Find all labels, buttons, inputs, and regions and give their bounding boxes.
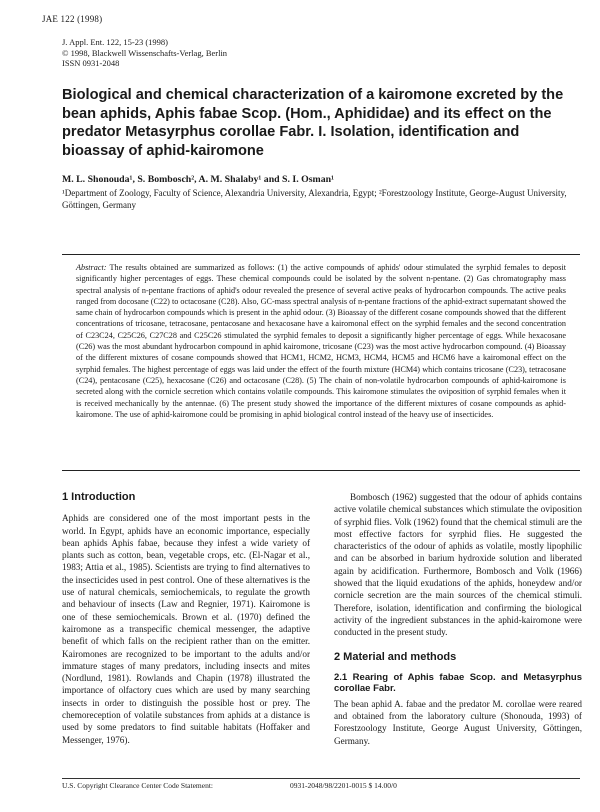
introduction-paragraph-2: Bombosch (1962) suggested that the odour of aphids contains active volatile chemical substances which stimulate the oviposition of syrphid flies. Volk (1962) found that the chemical stimuli are the most effective factors for syrphid flies. He suggested the characteristics of the odour of aphids as volatile, mostly lipophilic and can be absorbed in barium hydroxide solution and liberated again by acidification. Furthermore, Bombosch and Volk (1966) showed that the liquid exudations of the aphids, honeydew and/or cornicle secretion are the main sources of the chemical stimuli. Therefore, isolation, identification and confirming the biological activity of the ingredient substances in the aphid-kairomone were conducted in the present study.: [334, 492, 582, 638]
affiliation: ¹Department of Zoology, Faculty of Science, Alexandria University, Alexandria, Egypt; ²Forestzoology Institute, George-August University, Göttingen, Germany: [62, 188, 567, 210]
footer-rule: [62, 778, 580, 779]
right-column: [334, 491, 582, 747]
abstract: [62, 254, 580, 471]
footer-issn-code: 0931-2048/98/2201-0015 $ 14.00/0: [290, 781, 397, 790]
introduction-paragraph-1: Aphids are considered one of the most important pests in the world. In Egypt, aphids have an economic importance, especially bean aphids Aphis fabae, because they infest a wide variety of plants such as cotton, bean, vegetable crops, etc. (El-Nagar et al., 1983; Attia et al., 1985). Scientists are trying to find alternatives to the insecticides used in pest control. One of these alternatives is the use of natural chemicals, semiochemicals, to regulate the growth and behaviour of insects (Law and Regnier, 1971). Kairomone is one of these semiochemicals. Brown et al. (1970) defined the kairomone as a transpecific chemical messenger, the adaptive benefit of which falls on the recipient rather than on the emitter. Kairomones are recognized to be important to the adults and/or immature stages of many predators, including insects and mites (Nordlund, 1981). Rowlands and Chapin (1978) illustrated the importance of olfactory cues which are used by many searching insects in order to distinguish the possible host or prey. The chemoreception of volatile substances from aphids at a distance is used by some predators to find suitable habitats (Hoffaker and Messenger, 1976).: [62, 513, 310, 745]
methods-paragraph-1: The bean aphid A. fabae and the predator M. corollae were reared and obtained from the laboratory culture (Shonouda, 1993) of Forestzoology Institute, George August University, Göttingen, Germany.: [334, 698, 582, 746]
journal-tag: JAE 122 (1998): [42, 14, 103, 24]
citation-issn: ISSN 0931-2048: [62, 58, 120, 68]
abstract-text: The results obtained are summarized as follows: (1) the active compounds of aphids' odour stimulated the syrphid females to deposit significantly higher percentages of eggs. These chemical compounds could be isolated by the solvent n-pentane. (2) Gas chromatography mass spectral analysis of n-pentane fractions of aphid's odour revealed the presence of several active peaks of hydrocarbon compounds. The active peaks ranged from docosane (C22) to octacosane (C28). Also, GC-mass spectral analysis of n-pentane fractions of the aphid-extract supernatant showed the same chain of hydrocarbon compounds which is present in the aphid odour. (3) Bioassay of the different cosane compounds showed that the different concentrations of tricosane, tetracosane, pentacosane and hexacosane have a kairomonal effect on the syrphid females and the second concentration of C23C24, C25C26, C27C28 and C25C26 stimulated the syrphid females to deposit a significantly higher percentage of eggs. While hexacosane (C26) was the most abundant hydrocarbon compound in aphid kairomone, tricosane (C23) was the most active hydrocarbon compound. (4) Bioassay of the different mixtures of cosane compounds showed that HCM1, HCM2, HCM3, HCM4, HCM5 and HCM6 have a kairomonal effect on the syrphid females. The highest percentage of eggs was laid under the effect of the fourth mixture (HCM4) which contains tricosane (C23), tetracosane (C24), pentacosane (C25), hexacosane (C26) and octacosane (C28). (5) The chain of non-volatile hydrocarbon compounds of aphid-kairomone is secreted along with the cornicle secretion which contains volatile compounds. This kairomone stimulates the oviposition of syrphid females when it is received mechanically by the antennae. (6) The present study showed the importance of the different mixtures of cosane compounds as aphid-kairomone. The use of aphid-kairomone could be promising in aphid biological control instead of the heavy use of insecticides.: [76, 263, 566, 419]
citation-copyright: © 1998, Blackwell Wissenschafts-Verlag, Berlin: [62, 47, 228, 58]
citation-journal: J. Appl. Ent. 122, 15-23 (1998): [62, 37, 169, 47]
abstract-label: Abstract:: [76, 263, 107, 272]
methods-heading: 2 Material and methods: [334, 650, 457, 663]
left-column: [62, 491, 310, 746]
footer-copyright-code: U.S. Copyright Clearance Center Code Statement:: [62, 781, 214, 790]
author-list: M. L. Shonouda¹, S. Bombosch², A. M. Shalaby¹ and S. I. Osman¹: [62, 174, 334, 185]
citation-block: [62, 37, 227, 69]
methods-subheading: 2.1 Rearing of Aphis fabae Scop. and Metasyrphus corollae Fabr.: [334, 671, 582, 695]
paper-title: Biological and chemical characterization of a kairomone excreted by the bean aphids, Aphis fabae Scop. (Hom., Aphididae) and its effect on the predator Metasyrphus corollae Fabr. I. Isolation, identification and bioassay of aphid-kairomone: [62, 87, 564, 159]
introduction-heading: 1 Introduction: [62, 491, 136, 503]
